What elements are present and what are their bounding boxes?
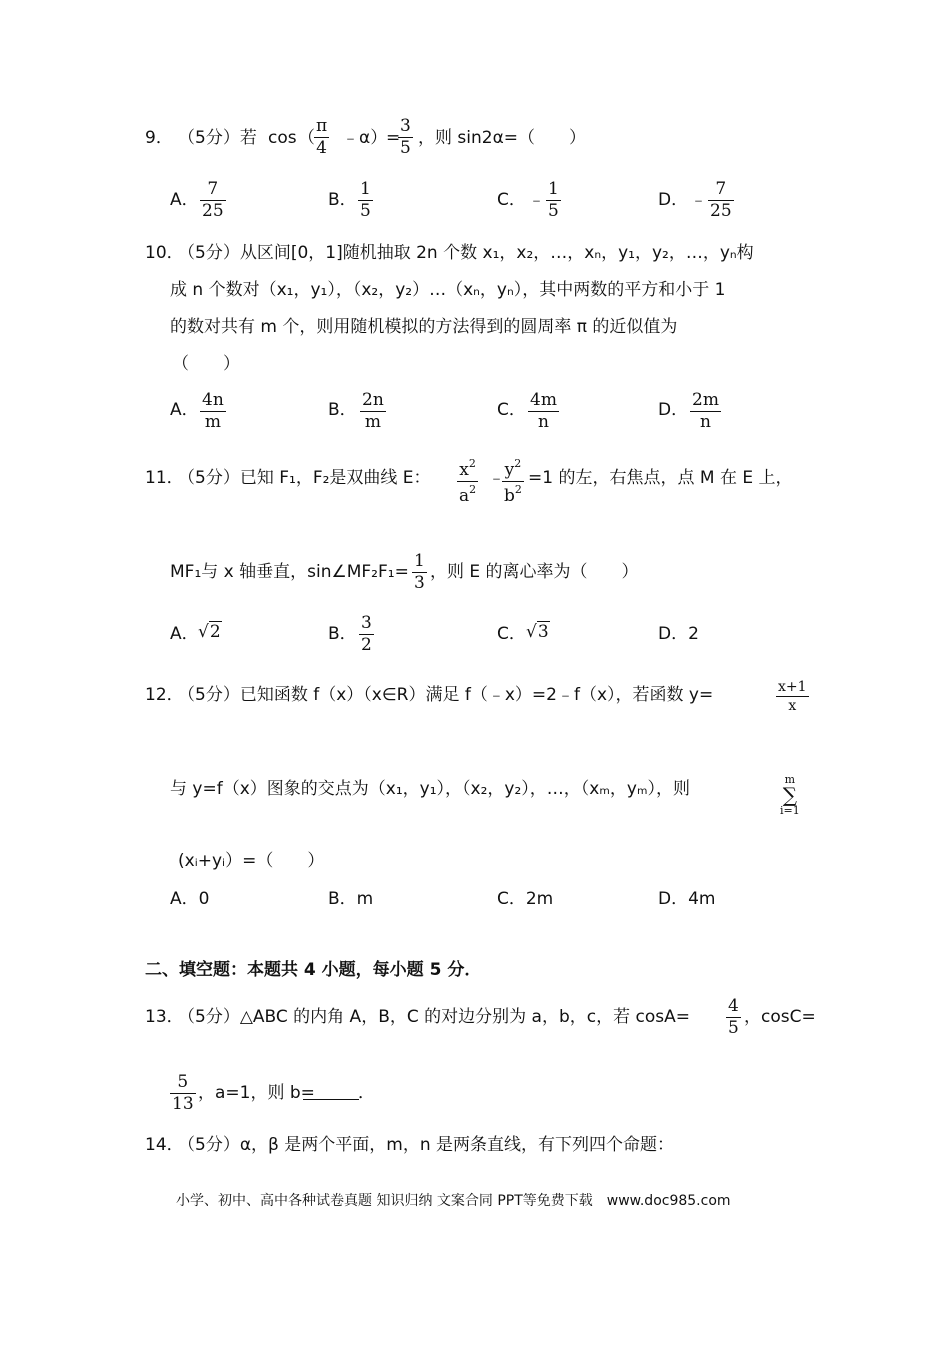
q12-fraction-den: x [788, 697, 797, 714]
q13-den-13: 13 [172, 1093, 194, 1114]
q11-one-third [412, 553, 427, 593]
q11-a-exp: 2 [469, 482, 477, 496]
q11-suffix: =1 的左，右焦点，点 M 在 E 上， [528, 468, 793, 488]
q9-option-d-fraction [708, 181, 734, 221]
q12-fraction-num: x+1 [778, 679, 807, 695]
q9-option-c-num: 1 [548, 179, 559, 199]
q11-minus: ﹣ [488, 468, 505, 488]
q11-option-b-letter: B． [328, 624, 357, 644]
q11-line-2-suffix: ，则 E 的离心率为（ ） [430, 562, 639, 582]
q11-one: 1 [414, 551, 425, 571]
q11-option-c-sqrt: √3 [526, 622, 549, 642]
q9-tail: ，则 sin2α=（ ） [418, 128, 587, 148]
q9-three-fifths [398, 118, 413, 158]
q12-summation [780, 774, 800, 816]
q13-num-5: 5 [170, 1074, 196, 1094]
q12-sum-lower: i=1 [780, 804, 800, 817]
q10-option-d-letter: D． [658, 400, 689, 420]
q9-pi: π [316, 116, 328, 136]
q12-option-c: C．2m [497, 889, 554, 909]
q11-x-exp: 2 [468, 457, 476, 470]
q9-three: 3 [400, 116, 411, 136]
q10-option-a-num: 4n [202, 390, 224, 410]
q9-option-a-fraction [200, 181, 226, 221]
q9-option-d-den: 25 [710, 200, 732, 221]
q11-b: b [504, 485, 515, 506]
q9-option-d-letter: D． [658, 190, 689, 210]
q10-option-c-num: 4m [530, 390, 557, 410]
q11-a: a [459, 485, 470, 506]
q11-option-b-fraction [359, 615, 374, 655]
q11-y: y [504, 460, 515, 480]
q14-number: 14． [145, 1135, 184, 1155]
q9-option-a-den: 25 [202, 200, 224, 221]
q9-option-d-num: 7 [708, 181, 734, 201]
q13-line-2: ，a=1，则 b= [198, 1083, 315, 1103]
q9-option-b-letter: B． [328, 190, 357, 210]
q9-option-b-fraction [358, 181, 373, 221]
section-2-heading: 二、填空题：本题共 4 小题，每小题 5 分． [145, 960, 482, 980]
q11-option-d: D．2 [658, 624, 699, 644]
q11-option-c-letter: C． [497, 624, 526, 644]
q10-line-1: （5分）从区间[0，1]随机抽取 2n 个数 x₁，x₂，…，xₙ，y₁，y₂，…，yₙ构 [178, 243, 754, 263]
q11-number: 11． [145, 468, 184, 488]
q10-option-a-den: m [204, 411, 221, 432]
q10-line-4: （ ） [172, 354, 240, 374]
q11-three: 3 [414, 572, 425, 593]
q11-prefix: （5分）已知 F₁，F₂是双曲线 E： [178, 468, 431, 488]
page-footer: 小学、初中、高中各种试卷真题 知识归纳 文案合同 PPT等免费下载 www.doc985.com [176, 1193, 731, 1209]
q10-option-b-fraction [360, 392, 386, 432]
q10-option-c-fraction [528, 392, 559, 432]
q13-four: 4 [728, 996, 739, 1016]
q12-sum-upper: m [784, 773, 796, 786]
q9-five: 5 [400, 137, 411, 158]
q11-option-b-num: 3 [361, 613, 372, 633]
q13-number: 13． [145, 1007, 184, 1027]
q10-number: 10． [145, 243, 184, 263]
q9-left-paren: （ [298, 128, 315, 148]
q9-option-c-letter: C． [497, 190, 526, 210]
q10-option-b-letter: B． [328, 400, 357, 420]
q13-line-1: （5分）△ABC 的内角 A，B，C 的对边分别为 a，b，c，若 cosA= [178, 1007, 690, 1027]
q9-minus-alpha: ﹣α） [342, 128, 388, 148]
q13-five: 5 [728, 1017, 739, 1038]
q11-option-b-den: 2 [361, 634, 372, 655]
q13-cosc: ，cosC= [744, 1007, 816, 1027]
q12-option-d: D．4m [658, 889, 716, 909]
q10-option-b-num: 2n [362, 390, 384, 410]
q11-y-exp: 2 [514, 457, 522, 470]
q12-line-1: （5分）已知函数 f（x）（x∈R）满足 f（﹣x）=2﹣f（x），若函数 y= [178, 685, 714, 705]
q9-eq: = [386, 128, 401, 148]
q11-option-a-value: 2 [209, 622, 221, 642]
q12-sum-symbol: ∑ [782, 783, 797, 807]
q11-b-exp: 2 [514, 482, 522, 496]
q11-option-c-value: 3 [537, 622, 549, 642]
q10-option-c-den: n [537, 411, 549, 432]
q11-option-a-sqrt: √2 [198, 622, 221, 642]
q11-y2-over-b2 [502, 458, 524, 506]
q10-option-d-fraction [690, 392, 721, 432]
q10-option-a-letter: A． [170, 400, 199, 420]
q9-score-prefix: （5分）若 [178, 128, 257, 148]
q10-option-a-fraction [200, 392, 226, 432]
q10-option-b-den: m [364, 411, 381, 432]
q9-option-a-letter: A． [170, 190, 199, 210]
q9-option-b-num: 1 [360, 179, 371, 199]
q9-option-a-num: 7 [200, 181, 226, 201]
q10-option-c-letter: C． [497, 400, 526, 420]
q9-option-d-sign: ﹣ [690, 190, 707, 210]
q11-x: x [459, 460, 469, 480]
q12-line-2: 与 y=f（x）图象的交点为（x₁，y₁），（x₂，y₂），…，（xₘ，yₘ），则 [170, 779, 691, 799]
q9-four: 4 [316, 137, 327, 158]
q11-option-a-letter: A． [170, 624, 199, 644]
q9-number: 9． [145, 128, 173, 148]
q12-number: 12． [145, 685, 184, 705]
q9-pi-over-4 [314, 118, 329, 158]
q9-option-c-sign: ﹣ [528, 190, 545, 210]
q13-four-fifths [726, 998, 741, 1038]
q12-option-a: A．0 [170, 889, 210, 909]
q11-line-2-prefix: MF₁与 x 轴垂直，sin∠MF₂F₁= [170, 562, 409, 582]
q13-five-thirteenths [170, 1074, 196, 1114]
q10-option-d-num: 2m [692, 390, 719, 410]
q10-option-d-den: n [699, 411, 711, 432]
q12-option-b: B．m [328, 889, 374, 909]
q11-x2-over-a2 [457, 458, 478, 506]
q9-option-b-den: 5 [360, 200, 371, 221]
q12-line-3: (xᵢ+yᵢ）=（ ） [178, 851, 325, 871]
q14-line-1: （5分）α，β 是两个平面，m，n 是两条直线，有下列四个命题： [178, 1135, 675, 1155]
q9-option-c-fraction [546, 181, 561, 221]
q10-line-3: 的数对共有 m 个，则用随机模拟的方法得到的圆周率 π 的近似值为 [170, 317, 678, 337]
q10-line-2: 成 n 个数对（x₁，y₁），（x₂，y₂）…（xₙ，yₙ），其中两数的平方和小于 1 [170, 280, 726, 300]
q9-option-c-den: 5 [548, 200, 559, 221]
q9-cos: cos [268, 128, 297, 148]
q13-answer-blank[interactable] [303, 1085, 359, 1100]
q12-fraction [776, 680, 809, 713]
q13-period: ． [358, 1083, 375, 1103]
